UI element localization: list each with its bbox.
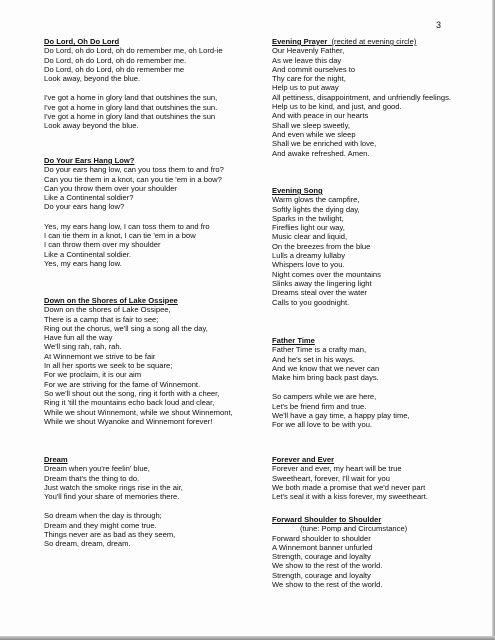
lyric-line: So dream, dream, dream.: [44, 539, 131, 549]
lyric-line: Make him bring back past days.: [272, 373, 379, 383]
lyric-line: For we all love to be with you.: [272, 420, 373, 430]
lyric-line: Father Time is a crafty man,: [272, 345, 367, 355]
lyric-line: Let's be friend firm and true.: [272, 401, 367, 411]
lyric-line: Do Lord, oh do Lord, oh do remember me.: [44, 55, 187, 65]
song-do-your-ears-hang-low: [44, 156, 254, 268]
lyric-line: Help us to put away: [272, 83, 339, 93]
lyric-line: We'll sing rah, rah, rah.: [44, 342, 122, 352]
song-do-lord-oh-do-lord: [44, 37, 254, 131]
lyric-line: Dream when you're feelin' blue,: [44, 464, 150, 474]
lyric-line: Help us to be kind, and just, and good.: [272, 102, 402, 112]
lyric-line: I've got a home in glory land that outshines the sun: [44, 112, 216, 122]
lyric-line: Ring out the chorus, we'll sing a song all the day,: [44, 323, 208, 333]
lyric-line: Fireflies light our way,: [272, 223, 345, 233]
lyric-line: And even while we sleep: [272, 129, 356, 139]
lyric-line: In all her sports we seek to be square;: [44, 361, 173, 371]
lyric-line: Night comes over the mountains: [272, 269, 381, 279]
lyric-line: As we leave this day: [272, 55, 342, 65]
song-title-note: (recited at evening circle): [327, 37, 417, 46]
lyric-line: We show to the rest of the world.: [272, 561, 383, 571]
lyric-line: Like a Continental soldier.: [44, 249, 131, 259]
lyric-line: Have fun all the way: [44, 333, 113, 343]
song-forever-and-ever: [272, 455, 477, 501]
song-title: [44, 37, 254, 46]
lyric-line: Do your ears hang low, can you toss them to and fro?: [44, 165, 224, 175]
lyric-line: Lulls a dreamy lullaby: [272, 251, 346, 261]
stanza-gap: [44, 212, 254, 222]
lyric-line: Dream that's the thing to do.: [44, 473, 140, 483]
song-title: [272, 186, 477, 195]
lyric-line: I've got a home in glory land that outshines the sun.: [44, 102, 218, 112]
song-title: [272, 455, 477, 464]
lyric-line: And we know that we never can: [272, 363, 380, 373]
song-evening-prayer: [272, 37, 477, 158]
lyric-line: Forward shoulder to shoulder: [272, 533, 371, 543]
lyric-line: For we proclaim, it is our aim: [44, 370, 142, 380]
song-title: [44, 156, 254, 165]
song-title: [272, 37, 477, 46]
lyric-line: Warm glows the campfire,: [272, 195, 360, 205]
song-title-text: Do Lord, Oh Do Lord: [44, 37, 120, 46]
lyric-line: I've got a home in glory land that outshines the sun,: [44, 93, 218, 103]
stanza-gap: [44, 501, 254, 511]
lyric-line: And he's set in his ways.: [272, 354, 355, 364]
lyric-line: Things never are as bad as they seem,: [44, 530, 176, 540]
lyric-line: While we shout Wyanoke and Winnemont forever!: [44, 416, 213, 426]
lyric-line: Can you throw them over your shoulder: [44, 183, 177, 193]
lyric-line: Look away, beyond the blue.: [44, 74, 141, 84]
lyric-line: Yes, my ears hang low, I can toss them to and fro: [44, 221, 210, 231]
lyric-line: Dream and they might come true.: [44, 520, 157, 530]
lyric-line: On the breezes from the blue: [272, 241, 371, 251]
scan-edge-shadow-bottom: [0, 636, 495, 640]
lyric-line: Shall we sleep sweetly,: [272, 120, 350, 130]
lyric-line: Shall we be enriched with love,: [272, 139, 377, 149]
song-title-text: Evening Song: [272, 186, 323, 195]
song-title-text: Forever and Ever: [272, 455, 335, 464]
lyric-line: I can tie them in a knot, I can tie 'em in a bow: [44, 231, 196, 241]
lyric-line: Forever and ever, my heart will be true: [272, 464, 402, 474]
lyric-line: And commit ourselves to: [272, 64, 356, 74]
song-dream: [44, 455, 254, 549]
song-forward-shoulder-to-shoulder: [272, 515, 477, 589]
song-evening-song: [272, 186, 477, 307]
lyric-line: Do your ears hang low?: [44, 202, 125, 212]
lyric-line: Let's seal it with a kiss forever, my sweetheart.: [272, 492, 428, 502]
lyric-line: Ring it 'till the mountains echo back loud and clear,: [44, 398, 215, 408]
lyric-line: There is a camp that is fair to see;: [44, 314, 159, 324]
song-title-text: Father Time: [272, 336, 315, 345]
lyric-line: All pettiness, disappointment, and unfriendly feelings.: [272, 92, 451, 102]
song-down-on-the-shores-of-lake-ossipee: [44, 296, 254, 426]
lyric-line: Calls to you goodnight.: [272, 297, 350, 307]
lyric-line: So we'll shout out the song, ring it forth with a cheer,: [44, 388, 220, 398]
lyric-line: At Winnemont we strive to be fair: [44, 351, 156, 361]
lyric-line: Like a Continental soldier?: [44, 193, 134, 203]
lyric-line: Sweetheart, forever, I'll wait for you: [272, 473, 390, 483]
lyric-line: Sparks in the twilight,: [272, 213, 344, 223]
song-title-text: Do Your Ears Hang Low?: [44, 156, 135, 165]
lyric-line: And with peace in our hearts: [272, 111, 369, 121]
page-number: 3: [436, 20, 442, 30]
lyric-line: Music clear and liquid,: [272, 232, 348, 242]
lyric-line: Softly lights the dying day,: [272, 204, 360, 214]
lyric-line: So campers while we are here,: [272, 392, 377, 402]
lyric-line: We show to the rest of the world.: [272, 580, 383, 590]
song-title: [44, 296, 254, 305]
lyric-line: We'll have a gay time, a happy play time,: [272, 411, 410, 421]
song-title-text: Down on the Shores of Lake Ossipee: [44, 296, 178, 305]
lyric-line: Yes, my ears hang low.: [44, 258, 122, 268]
stanza-gap: [44, 83, 254, 93]
lyric-line: Dreams steal over the water: [272, 288, 367, 298]
lyric-line: Do Lord, oh do Lord, oh do remember me, oh Lord-ie: [44, 46, 223, 56]
lyric-line: And awake refreshed. Amen.: [272, 148, 370, 158]
lyric-line: While we shout Winnemont, while we shout Winnemont,: [44, 407, 233, 417]
stanza-gap: [272, 382, 477, 392]
lyric-line: Can you tie them in a knot, can you tie 'em in a bow?: [44, 174, 222, 184]
lyric-line: Our Heavenly Father,: [272, 46, 345, 56]
lyric-line: We both made a promise that we'd never part: [272, 482, 426, 492]
song-title-text: Forward Shoulder to Shoulder: [272, 515, 382, 524]
song-title-text: Evening Prayer: [272, 37, 328, 46]
lyric-line: Look away beyond the blue.: [44, 121, 139, 131]
lyric-line: You'll find your share of memories there.: [44, 492, 180, 502]
song-title: [44, 455, 254, 464]
song-title: [272, 515, 477, 524]
lyric-line: A Winnemont banner unfurled: [272, 542, 373, 552]
lyric-line: Whispers love to you.: [272, 260, 345, 270]
lyric-line: For we are striving for the fame of Winnemont.: [44, 379, 201, 389]
lyric-line: Thy care for the night,: [272, 74, 346, 84]
lyric-line: Slinks away the lingering light: [272, 278, 372, 288]
lyric-line: Down on the shores of Lake Ossipee,: [44, 305, 171, 315]
lyric-line: So dream when the day is through;: [44, 511, 162, 521]
lyric-line: Do Lord, oh do Lord, oh do remember me: [44, 64, 185, 74]
song-title: [272, 336, 477, 345]
lyric-line: Strength, courage and loyalty: [272, 570, 371, 580]
song-subtitle: (tune: Pomp and Circumstance): [300, 524, 408, 534]
lyric-line: I can throw them over my shoulder: [44, 240, 161, 250]
song-father-time: [272, 336, 477, 430]
lyric-line: Strength, courage and loyalty: [272, 552, 371, 562]
lyric-line: Just watch the smoke rings rise in the air,: [44, 482, 183, 492]
song-title-text: Dream: [44, 455, 68, 464]
